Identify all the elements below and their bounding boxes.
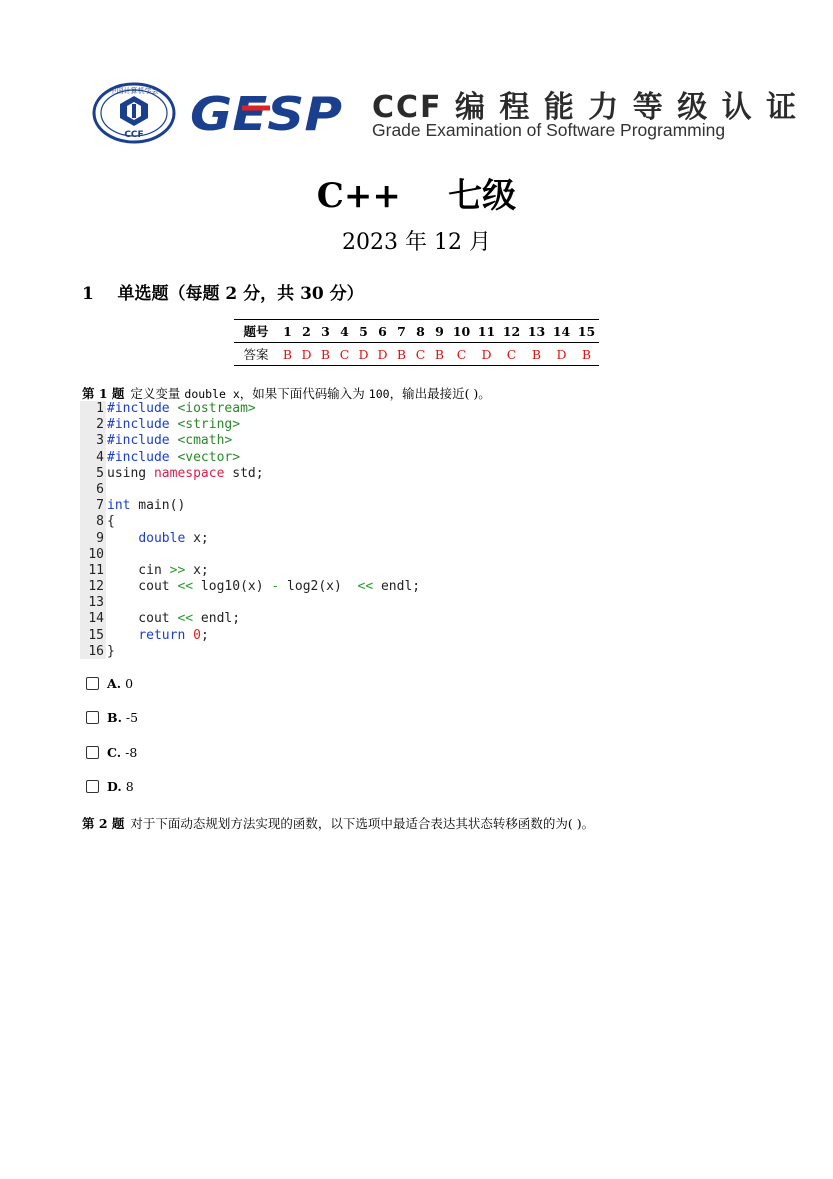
answer-table-answer-cell: D [474,343,499,366]
code-token: << [177,579,194,595]
code-token: <iostream> [177,401,256,416]
code-line-number: 13 [88,595,104,611]
option-checkbox[interactable] [86,780,99,793]
code-token: { [107,514,115,530]
option-checkbox[interactable] [86,677,99,690]
answer-table-number-cell: 12 [499,320,524,343]
answer-table-answer-cell: C [449,343,474,366]
code-line-number: 7 [96,498,104,514]
answer-table-answer-cell: B [392,343,411,366]
question-2-prompt [82,814,594,832]
question-1-prompt [82,384,491,402]
option-text: -5 [125,710,139,725]
code-lines [80,401,420,660]
code-token [107,628,138,643]
option-checkbox[interactable] [86,746,99,759]
code-line [80,563,420,579]
code-line [80,628,420,644]
code-line [80,450,420,466]
code-line-number: 14 [88,611,104,627]
section-heading: 1 单选题（每题 2 分，共 30 分） [82,284,364,304]
code-token: << [357,579,374,595]
code-line-number: 4 [96,449,104,465]
question-1-code-input: 100 [368,387,390,401]
code-line-number: 5 [96,465,104,481]
document-date: 2023 年 12 月 [342,230,491,255]
code-token: cout [107,611,178,627]
answer-table-answer-label: 答案 [234,343,278,366]
option-text: 0 [125,676,134,691]
question-1-number: 第 1 题 [82,386,125,401]
code-token: log2(x) [279,579,358,595]
code-line [80,579,420,595]
code-line-number: 11 [88,562,104,578]
option-text: -8 [125,745,138,760]
code-token [107,531,138,546]
code-line-number: 6 [96,481,104,497]
code-line [80,433,420,449]
answer-table-answer-cell: B [574,343,599,366]
answer-table-number-cell: 14 [549,320,574,343]
answer-table-number-cell: 2 [297,320,316,343]
answer-table-number-cell: 3 [316,320,335,343]
answer-table-answer-cell: B [524,343,549,366]
code-token: return [138,627,186,643]
gesp-wordmark-text: GESP [190,87,343,138]
code-token: cin [107,562,170,578]
answer-table-header-row [234,320,599,343]
code-token: ; [200,627,209,643]
seal-top-text: 中国计算机学会 [109,87,159,95]
answer-table-header-label: 题号 [234,320,278,343]
code-token: <cmath> [177,433,233,449]
answer-table-answer-cell: B [278,343,297,366]
option-text: 8 [125,779,134,794]
question-1-text-after: ，输出最接近( )。 [389,386,491,401]
option-letter: A. [107,676,122,691]
answer-table-number-cell: 10 [449,320,474,343]
gesp-wordmark-logo [190,86,346,138]
code-token: <string> [177,417,241,433]
code-line-number: 3 [96,433,104,449]
answer-table-number-cell: 8 [411,320,430,343]
answer-table-answer-cell: C [335,343,354,366]
document-title: C++ 七级 [316,176,517,216]
code-line [80,417,420,433]
code-token: #include [107,449,178,465]
code-line-number: 15 [88,627,104,643]
code-token: } [107,643,115,659]
code-line-number: 16 [88,643,104,659]
answer-table-number-cell: 13 [524,320,549,343]
code-line [80,547,420,563]
answer-table-answer-cell: B [430,343,449,366]
option-letter: C. [107,745,122,760]
code-line [80,482,420,498]
option-letter: B. [107,710,122,725]
answer-table-number-cell: 15 [574,320,599,343]
code-line-number: 10 [88,546,104,562]
question-2-number: 第 2 题 [82,816,125,831]
code-token: std; [224,465,264,481]
seal-initials: CCF [124,130,144,140]
code-token: - [271,579,280,595]
answer-table-number-cell: 11 [474,320,499,343]
answer-table-answer-cell: C [411,343,430,366]
code-token: <vector> [177,449,241,465]
page-header [92,82,799,144]
option-a[interactable] [86,676,133,692]
code-token [185,628,193,643]
answer-table-answer-cell: B [316,343,335,366]
answer-table-answer-row [234,343,599,366]
code-token: log10(x) [193,579,272,595]
code-token: #include [107,417,178,433]
code-line [80,595,420,611]
option-c[interactable] [86,745,137,761]
answer-table-answer-cell: C [499,343,524,366]
code-line [80,611,420,627]
code-token: namespace [153,465,225,481]
code-token: #include [107,433,178,449]
code-token: endl; [373,579,421,595]
answer-table-number-cell: 4 [335,320,354,343]
brand-title: CCF 编 程 能 力 等 级 认 证 [372,90,799,125]
code-line [80,401,420,417]
answer-table-number-cell: 1 [278,320,297,343]
code-line [80,498,420,514]
question-1-text-before: 定义变量 [130,386,181,401]
code-token: using [107,465,154,481]
option-d[interactable] [86,779,134,795]
code-line-number: 8 [96,514,104,530]
code-token: x; [185,562,209,578]
code-line [80,644,420,660]
answer-table-answer-cell: D [297,343,316,366]
question-1-text-mid: ，如果下面代码输入为 [239,386,365,401]
question-1-code-block [80,401,490,659]
code-line-number: 12 [88,579,104,595]
brand-subtitle: Grade Examination of Software Programming [372,120,726,140]
code-token: >> [169,562,186,578]
option-b[interactable] [86,710,138,726]
code-line [80,514,420,530]
code-token: endl; [193,611,241,627]
code-token: double [138,530,186,546]
code-token: #include [107,401,178,416]
code-token: cout [107,579,178,595]
answer-table-answer-cell: D [373,343,392,366]
code-line [80,466,420,482]
question-2-text: 对于下面动态规划方法实现的函数，以下选项中最适合表达其状态转移函数的为( )。 [130,816,595,831]
answer-table-number-cell: 6 [373,320,392,343]
code-line [80,531,420,547]
code-token: << [177,611,194,627]
question-1-code-var: double x [184,387,240,401]
answer-table [234,319,599,366]
answer-table-number-cell: 5 [354,320,373,343]
code-token: int [107,498,131,514]
answer-table-number-cell: 9 [430,320,449,343]
answer-table-answer-cell: D [354,343,373,366]
answer-table-number-cell: 7 [392,320,411,343]
ccf-seal-logo [92,82,176,144]
answer-table-answer-cell: D [549,343,574,366]
option-checkbox[interactable] [86,711,99,724]
code-line-number: 2 [96,417,104,433]
code-token: x; [185,530,209,546]
option-letter: D. [107,779,122,794]
code-token: main() [130,498,186,514]
code-line-number: 1 [96,401,104,416]
code-token: 0 [193,627,201,643]
code-line-number: 9 [96,530,104,546]
